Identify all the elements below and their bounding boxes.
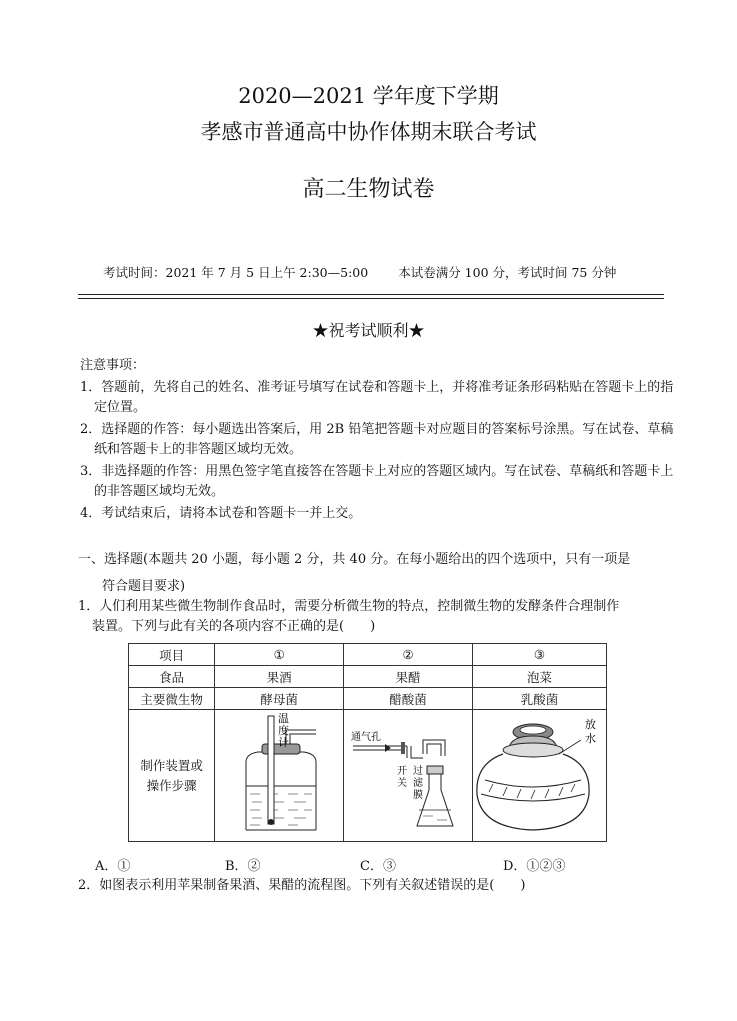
exam-name-title: 孝感市普通高中协作体期末联合考试 (200, 120, 537, 144)
table-cell: ① (215, 644, 344, 666)
exam-score: 本试卷满分 100 分，考试时间 75 分钟 (398, 265, 617, 280)
fermentation-table (128, 643, 607, 842)
table-cell: 泡菜 (473, 666, 607, 688)
thermometer-label-1: 温 (278, 712, 290, 725)
table-cell: ② (344, 644, 473, 666)
question-1-line2: 装置。下列与此有关的各项内容不正确的是( ) (92, 619, 376, 634)
switch-label-1: 开 (397, 766, 408, 777)
note-item: 1．答题前，先将自己的姓名、准考证号填写在试卷和答题卡上，并将准考证条形码粘贴在答题卡上的指定位置。 (80, 380, 674, 415)
kimchi-jar-figure (473, 710, 606, 838)
table-cell: 食品 (129, 666, 215, 688)
exam-time: 考试时间：2021 年 7 月 5 日上午 2:30—5:00 (103, 265, 369, 280)
good-luck-banner: ★祝考试顺利★ (312, 321, 425, 340)
option-a[interactable]: A．① (95, 859, 131, 874)
option-b[interactable]: B．② (225, 859, 261, 874)
filter-label-1: 过 (413, 766, 424, 777)
filter-label-3: 膜 (413, 790, 424, 801)
table-cell (129, 710, 215, 842)
exam-info (103, 263, 616, 281)
question-1-stem (78, 597, 678, 637)
table-cell: 果醋 (344, 666, 473, 688)
note-item: 3．非选择题的作答：用黑色签字笔直接答在答题卡上对应的答题区域内。写在试卷、草稿纸和答题卡上的非答题区域均无效。 (80, 464, 674, 499)
table-cell (215, 710, 344, 842)
water-label-2: 水 (585, 732, 596, 745)
exam-year-title: 2020—2021 学年度下学期 (238, 84, 499, 108)
table-cell (344, 710, 473, 842)
option-c[interactable]: C．③ (360, 859, 396, 874)
notes-heading: 注意事项： (80, 358, 146, 373)
note-item: 4．考试结束后，请将本试卷和答题卡一并上交。 (80, 506, 362, 521)
divider-bottom (78, 298, 664, 299)
vent-label: 通气孔 (351, 732, 382, 743)
note-item: 2．选择题的作答：每小题选出答案后，用 2B 铅笔把答题卡对应题目的答案标号涂黑。写在试卷、草稿纸和答题卡上的非答题区域均无效。 (80, 422, 674, 457)
option-d[interactable]: D．①②③ (503, 859, 566, 874)
table-header-row (129, 644, 607, 666)
device-label-line2: 操作步骤 (146, 777, 197, 793)
thermometer-label-3: 计 (278, 736, 290, 749)
table-cell: 果酒 (215, 666, 344, 688)
question-2-stem: 2．如图表示利用苹果制备果酒、果醋的流程图。下列有关叙述错误的是( ) (78, 878, 526, 893)
table-cell: 酵母菌 (215, 688, 344, 710)
wine-fermenter-figure (216, 710, 342, 838)
switch-label-2: 关 (397, 778, 408, 789)
section-heading-line1: 一、选择题(本题共 20 小题，每小题 2 分，共 40 分。在每小题给出的四个选项中，只有一项是 (78, 552, 631, 567)
table-row-microbe (129, 688, 607, 710)
section-heading-line2: 符合题目要求) (102, 579, 186, 594)
notes-section (80, 356, 680, 524)
divider-top (78, 294, 664, 295)
device-label-line1: 制作装置或 (140, 757, 203, 773)
table-cell: 乳酸菌 (473, 688, 607, 710)
table-row-food (129, 666, 607, 688)
vinegar-fermenter-figure (345, 710, 471, 838)
table-cell: ③ (473, 644, 607, 666)
table-cell: 醋酸菌 (344, 688, 473, 710)
thermometer-label-2: 度 (278, 724, 290, 737)
section-heading (78, 546, 678, 600)
table-cell: 主要微生物 (129, 688, 215, 710)
table-cell (473, 710, 607, 842)
water-label-1: 放 (585, 718, 596, 731)
table-row-device (129, 710, 607, 842)
question-1-line1: 1．人们利用某些微生物制作食品时，需要分析微生物的特点，控制微生物的发酵条件合理制作 (78, 599, 620, 614)
subject-title: 高二生物试卷 (302, 177, 435, 202)
filter-label-2: 滤 (413, 778, 424, 789)
table-cell: 项目 (129, 644, 215, 666)
